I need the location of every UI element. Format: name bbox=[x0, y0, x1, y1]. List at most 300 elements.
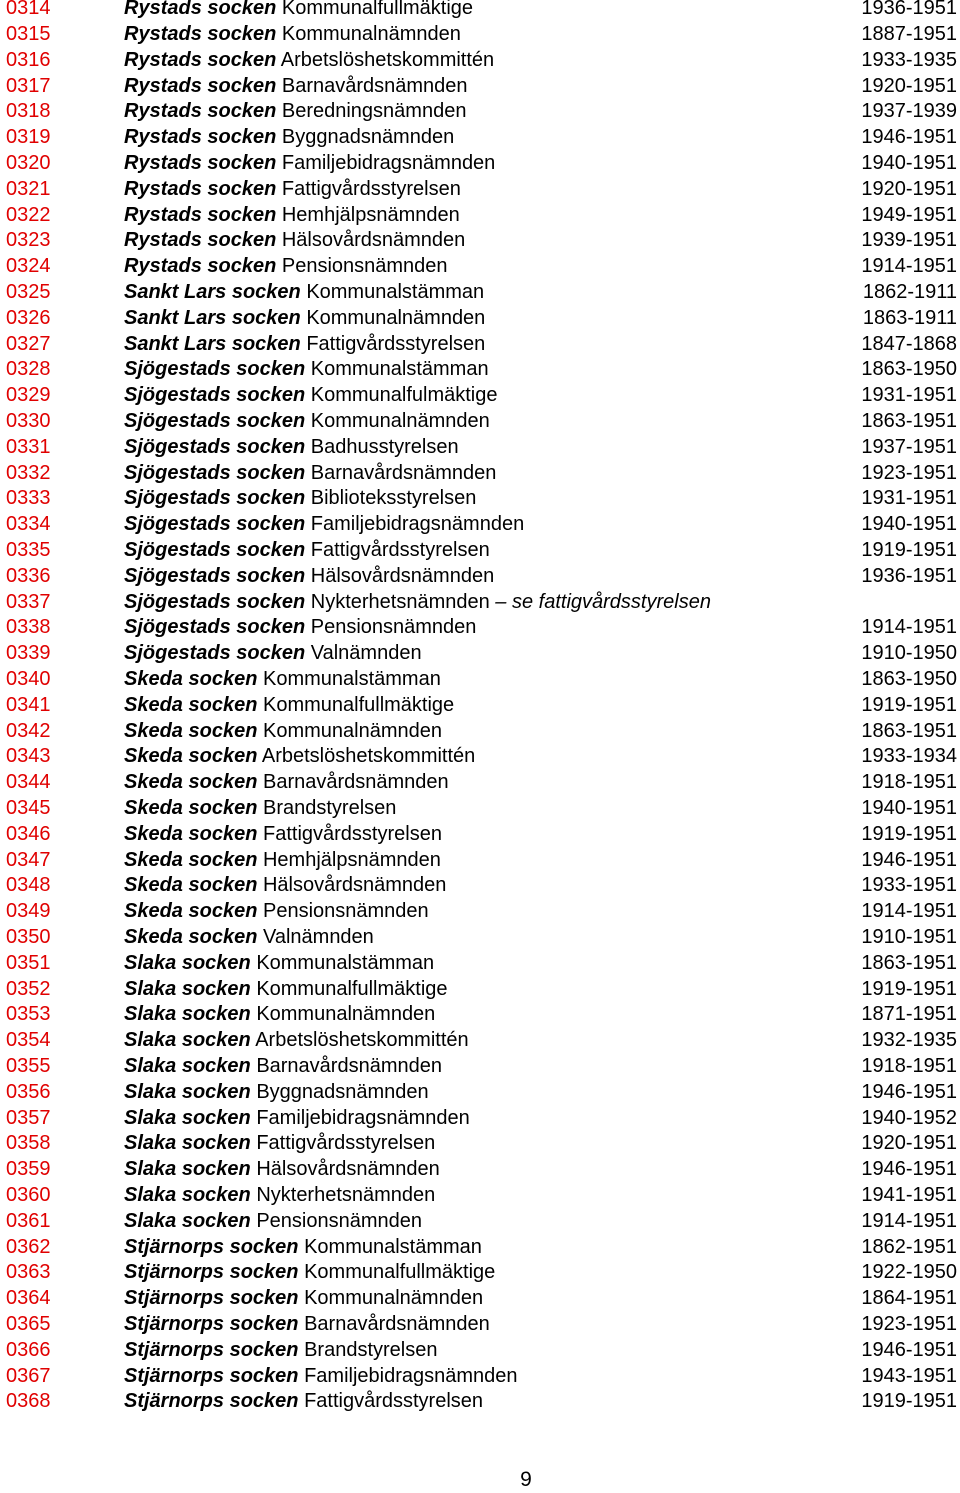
year-range: 1914-1951 bbox=[861, 255, 957, 278]
parish-name: Stjärnorps socken bbox=[124, 1364, 299, 1387]
year-range: 1937-1939 bbox=[861, 100, 957, 123]
record-code: 0325 bbox=[6, 281, 51, 303]
record-entry bbox=[124, 1054, 442, 1080]
record-entry bbox=[124, 564, 494, 590]
list-item bbox=[0, 99, 960, 125]
list-item bbox=[0, 1235, 960, 1261]
record-code: 0337 bbox=[6, 590, 51, 613]
record-code: 0345 bbox=[6, 797, 51, 819]
record-entry bbox=[124, 486, 476, 512]
authority-name: Fattigvårdsstyrelsen bbox=[306, 332, 486, 355]
year-range: 1863-1911 bbox=[862, 306, 957, 329]
authority-name: Pensionsnämnden bbox=[256, 1209, 422, 1232]
record-entry bbox=[124, 951, 434, 977]
parish-name: Sjögestads socken bbox=[124, 461, 306, 484]
year-range: 1923-1951 bbox=[861, 461, 957, 484]
year-range: 1946-1951 bbox=[861, 1158, 957, 1181]
record-entry bbox=[124, 306, 485, 332]
list-item bbox=[0, 486, 960, 512]
year-range: 1914-1951 bbox=[861, 616, 957, 639]
parish-name: Sankt Lars socken bbox=[124, 281, 301, 303]
record-entry bbox=[124, 461, 496, 487]
year-range: 1937-1951 bbox=[861, 435, 957, 458]
list-item bbox=[0, 332, 960, 358]
record-code: 0348 bbox=[6, 874, 51, 897]
record-code: 0335 bbox=[6, 539, 51, 561]
record-code: 0362 bbox=[6, 1235, 51, 1258]
parish-name: Slaka socken bbox=[124, 1184, 251, 1206]
record-code: 0339 bbox=[6, 642, 51, 665]
year-range: 1933-1935 bbox=[861, 48, 957, 71]
record-entry bbox=[124, 1106, 470, 1132]
list-item bbox=[0, 357, 960, 383]
year-range: 1946-1951 bbox=[861, 1080, 957, 1103]
parish-name: Rystads socken bbox=[124, 100, 277, 123]
year-range: 1914-1951 bbox=[861, 1209, 957, 1232]
record-code: 0351 bbox=[6, 951, 51, 974]
parish-name: Stjärnorps socken bbox=[124, 1390, 299, 1413]
list-item bbox=[0, 1389, 960, 1415]
authority-name: Badhusstyrelsen bbox=[310, 435, 459, 458]
list-item bbox=[0, 719, 960, 745]
parish-name: Sjögestads socken bbox=[124, 539, 306, 561]
parish-name: Slaka socken bbox=[124, 1158, 251, 1181]
year-range: 1920-1951 bbox=[861, 1132, 957, 1155]
record-code: 0318 bbox=[6, 100, 51, 123]
record-code: 0350 bbox=[6, 926, 51, 948]
year-range: 1918-1951 bbox=[861, 771, 957, 794]
parish-name: Rystads socken bbox=[124, 126, 277, 149]
record-code: 0357 bbox=[6, 1106, 51, 1129]
parish-name: Skeda socken bbox=[124, 797, 258, 819]
year-range: 1863-1951 bbox=[861, 410, 957, 432]
year-range: 1933-1951 bbox=[861, 874, 957, 897]
authority-name: Hälsovårdsnämnden bbox=[256, 1158, 440, 1181]
authority-name: Barnavårdsnämnden bbox=[304, 1313, 490, 1335]
list-item bbox=[0, 435, 960, 461]
authority-name: Barnavårdsnämnden bbox=[256, 1055, 442, 1077]
list-item bbox=[0, 228, 960, 254]
parish-name: Slaka socken bbox=[124, 951, 251, 974]
record-entry bbox=[124, 977, 448, 1003]
cross-reference-note: – se fattigvårdsstyrelsen bbox=[495, 590, 711, 613]
record-entry bbox=[124, 796, 396, 822]
parish-name: Sjögestads socken bbox=[124, 384, 306, 407]
list-item bbox=[0, 1183, 960, 1209]
authority-name: Fattigvårdsstyrelsen bbox=[281, 177, 461, 200]
record-entry bbox=[124, 435, 459, 461]
parish-name: Skeda socken bbox=[124, 668, 258, 690]
record-entry bbox=[124, 203, 460, 229]
authority-name: Kommunalnämnden bbox=[304, 1287, 484, 1310]
parish-name: Rystads socken bbox=[124, 203, 277, 226]
year-range: 1923-1951 bbox=[861, 1313, 957, 1335]
year-range: 1863-1950 bbox=[861, 668, 957, 690]
year-range: 1939-1951 bbox=[861, 229, 957, 252]
record-code: 0347 bbox=[6, 848, 51, 871]
year-range: 1940-1951 bbox=[861, 152, 957, 174]
year-range: 1918-1951 bbox=[861, 1055, 957, 1077]
parish-name: Rystads socken bbox=[124, 229, 277, 252]
list-item bbox=[0, 1260, 960, 1286]
record-code: 0322 bbox=[6, 203, 51, 226]
year-range: 1847-1868 bbox=[861, 332, 957, 355]
parish-name: Rystads socken bbox=[124, 48, 277, 71]
record-code: 0330 bbox=[6, 410, 51, 432]
record-entry bbox=[124, 177, 461, 203]
authority-name: Familjebidragsnämnden bbox=[256, 1106, 470, 1129]
parish-name: Sjögestads socken bbox=[124, 435, 306, 458]
record-code: 0359 bbox=[6, 1158, 51, 1181]
record-entry bbox=[124, 280, 484, 306]
authority-name: Kommunalnämnden bbox=[262, 719, 442, 742]
authority-name: Arbetslöshetskommittén bbox=[255, 1029, 469, 1052]
list-item bbox=[0, 899, 960, 925]
record-code: 0343 bbox=[6, 745, 51, 768]
parish-name: Stjärnorps socken bbox=[124, 1287, 299, 1310]
year-range: 1940-1951 bbox=[861, 513, 957, 536]
list-item bbox=[0, 74, 960, 100]
year-range: 1863-1951 bbox=[861, 951, 957, 974]
list-item bbox=[0, 1286, 960, 1312]
year-range: 1941-1951 bbox=[861, 1184, 957, 1206]
authority-name: Hälsovårdsnämnden bbox=[281, 229, 466, 252]
authority-name: Kommunalstämman bbox=[310, 358, 489, 381]
parish-name: Sjögestads socken bbox=[124, 642, 306, 665]
parish-name: Sjögestads socken bbox=[124, 358, 306, 381]
list-item bbox=[0, 512, 960, 538]
list-item bbox=[0, 667, 960, 693]
record-code: 0326 bbox=[6, 306, 51, 329]
year-range: 1871-1951 bbox=[861, 1003, 957, 1026]
parish-name: Sjögestads socken bbox=[124, 410, 306, 432]
list-item bbox=[0, 770, 960, 796]
record-entry bbox=[124, 1389, 483, 1415]
year-range: 1919-1951 bbox=[861, 539, 957, 561]
list-item bbox=[0, 306, 960, 332]
list-item bbox=[0, 1002, 960, 1028]
record-code: 0364 bbox=[6, 1287, 51, 1310]
authority-name: Kommunalfullmäktige bbox=[262, 693, 455, 716]
year-range: 1919-1951 bbox=[861, 693, 957, 716]
list-item bbox=[0, 1338, 960, 1364]
list-item bbox=[0, 1080, 960, 1106]
year-range: 1920-1951 bbox=[861, 74, 957, 97]
record-entry bbox=[124, 925, 374, 951]
record-entry bbox=[124, 22, 461, 48]
year-range: 1864-1951 bbox=[861, 1287, 957, 1310]
authority-name: Kommunalnämnden bbox=[281, 23, 461, 45]
parish-name: Slaka socken bbox=[124, 1132, 251, 1155]
authority-name: Hemhjälpsnämnden bbox=[281, 203, 460, 226]
year-range: 1931-1951 bbox=[861, 487, 957, 510]
parish-name: Sankt Lars socken bbox=[124, 306, 301, 329]
record-code: 0356 bbox=[6, 1080, 51, 1103]
list-item bbox=[0, 590, 960, 616]
year-range: 1919-1951 bbox=[861, 1390, 957, 1413]
parish-name: Stjärnorps socken bbox=[124, 1338, 299, 1361]
record-entry bbox=[124, 1286, 483, 1312]
list-item bbox=[0, 693, 960, 719]
record-entry bbox=[124, 1080, 429, 1106]
authority-name: Barnavårdsnämnden bbox=[310, 461, 497, 484]
record-entry bbox=[124, 641, 422, 667]
authority-name: Kommunalnämnden bbox=[310, 410, 490, 432]
authority-name: Hemhjälpsnämnden bbox=[262, 848, 441, 871]
parish-name: Stjärnorps socken bbox=[124, 1313, 299, 1335]
authority-name: Brandstyrelsen bbox=[262, 797, 397, 819]
list-item bbox=[0, 1054, 960, 1080]
parish-name: Skeda socken bbox=[124, 693, 258, 716]
authority-name: Byggnadsnämnden bbox=[256, 1080, 429, 1103]
parish-name: Sjögestads socken bbox=[124, 564, 306, 587]
authority-name: Familjebidragsnämnden bbox=[310, 513, 525, 536]
authority-name: Fattigvårdsstyrelsen bbox=[256, 1132, 436, 1155]
record-code: 0341 bbox=[6, 693, 51, 716]
record-code: 0367 bbox=[6, 1364, 51, 1387]
parish-name: Slaka socken bbox=[124, 1029, 251, 1052]
record-code: 0346 bbox=[6, 822, 51, 845]
record-entry bbox=[124, 538, 490, 564]
list-item bbox=[0, 977, 960, 1003]
parish-name: Skeda socken bbox=[124, 745, 258, 768]
year-range: 1887-1951 bbox=[861, 23, 957, 45]
record-code: 0315 bbox=[6, 23, 51, 45]
authority-name: Valnämnden bbox=[262, 926, 374, 948]
record-code: 0336 bbox=[6, 564, 51, 587]
list-item bbox=[0, 744, 960, 770]
record-code: 0344 bbox=[6, 771, 51, 794]
year-range: 1862-1951 bbox=[861, 1235, 957, 1258]
year-range: 1920-1951 bbox=[861, 177, 957, 200]
year-range: 1946-1951 bbox=[861, 1338, 957, 1361]
year-range: 1943-1951 bbox=[861, 1364, 957, 1387]
record-code: 0338 bbox=[6, 616, 51, 639]
list-item bbox=[0, 1028, 960, 1054]
list-item bbox=[0, 151, 960, 177]
parish-name: Rystads socken bbox=[124, 0, 277, 20]
authority-name: Valnämnden bbox=[310, 642, 422, 665]
parish-name: Skeda socken bbox=[124, 771, 258, 794]
parish-name: Skeda socken bbox=[124, 874, 258, 897]
list-item bbox=[0, 925, 960, 951]
parish-name: Rystads socken bbox=[124, 177, 277, 200]
authority-name: Fattigvårdsstyrelsen bbox=[262, 822, 442, 845]
authority-name: Barnavårdsnämnden bbox=[281, 74, 468, 97]
list-item bbox=[0, 22, 960, 48]
authority-name: Nykterhetsnämnden bbox=[256, 1184, 436, 1206]
record-entry bbox=[124, 125, 454, 151]
record-code: 0331 bbox=[6, 435, 51, 458]
authority-name: Pensionsnämnden bbox=[310, 616, 477, 639]
authority-name: Arbetslöshetskommittén bbox=[261, 745, 476, 768]
year-range: 1862-1911 bbox=[862, 281, 957, 303]
record-code: 0363 bbox=[6, 1261, 51, 1284]
parish-name: Skeda socken bbox=[124, 900, 258, 923]
parish-name: Stjärnorps socken bbox=[124, 1235, 299, 1258]
list-item bbox=[0, 280, 960, 306]
year-range: 1922-1950 bbox=[861, 1261, 957, 1284]
record-entry bbox=[124, 1260, 495, 1286]
record-entry bbox=[124, 770, 449, 796]
parish-name: Skeda socken bbox=[124, 822, 258, 845]
record-code: 0334 bbox=[6, 513, 51, 536]
parish-name: Rystads socken bbox=[124, 255, 277, 278]
record-entry bbox=[124, 693, 454, 719]
list-item bbox=[0, 409, 960, 435]
authority-name: Nykterhetsnämnden bbox=[310, 590, 490, 613]
authority-name: Kommunalstämman bbox=[256, 951, 435, 974]
record-code: 0365 bbox=[6, 1313, 51, 1335]
list-item bbox=[0, 848, 960, 874]
list-item bbox=[0, 873, 960, 899]
authority-name: Hälsovårdsnämnden bbox=[262, 874, 447, 897]
year-range: 1936-1951 bbox=[861, 564, 957, 587]
record-code: 0354 bbox=[6, 1029, 51, 1052]
record-entry bbox=[124, 615, 476, 641]
authority-name: Kommunalfullmäktige bbox=[281, 0, 474, 20]
authority-name: Kommunalnämnden bbox=[306, 306, 486, 329]
record-code: 0316 bbox=[6, 48, 51, 71]
record-code: 0358 bbox=[6, 1132, 51, 1155]
record-entry bbox=[124, 254, 448, 280]
record-entry bbox=[124, 1209, 422, 1235]
record-code: 0340 bbox=[6, 668, 51, 690]
record-entry bbox=[124, 1312, 490, 1338]
parish-name: Skeda socken bbox=[124, 926, 258, 948]
list-item bbox=[0, 1157, 960, 1183]
record-entry bbox=[124, 357, 489, 383]
record-code: 0352 bbox=[6, 977, 51, 1000]
list-item bbox=[0, 1106, 960, 1132]
record-code: 0329 bbox=[6, 384, 51, 407]
parish-name: Skeda socken bbox=[124, 848, 258, 871]
list-item bbox=[0, 796, 960, 822]
list-item bbox=[0, 564, 960, 590]
record-code: 0328 bbox=[6, 358, 51, 381]
year-range: 1932-1935 bbox=[861, 1029, 957, 1052]
record-entry bbox=[124, 744, 475, 770]
year-range: 1936-1951 bbox=[861, 0, 957, 20]
record-entry bbox=[124, 1338, 437, 1364]
record-entry bbox=[124, 1131, 435, 1157]
year-range: 1949-1951 bbox=[861, 203, 957, 226]
record-entry bbox=[124, 1235, 482, 1261]
year-range: 1933-1934 bbox=[861, 745, 957, 768]
parish-name: Slaka socken bbox=[124, 1080, 251, 1103]
record-code: 0361 bbox=[6, 1209, 51, 1232]
record-entry bbox=[124, 0, 473, 22]
authority-name: Kommunalstämman bbox=[262, 668, 441, 690]
year-range: 1946-1951 bbox=[861, 126, 957, 149]
list-item bbox=[0, 254, 960, 280]
year-range: 1919-1951 bbox=[861, 822, 957, 845]
record-entry bbox=[124, 1028, 469, 1054]
record-entry bbox=[124, 590, 711, 616]
authority-name: Familjebidragsnämnden bbox=[281, 152, 496, 174]
record-entry bbox=[124, 48, 494, 74]
authority-name: Familjebidragsnämnden bbox=[304, 1364, 518, 1387]
year-range: 1931-1951 bbox=[861, 384, 957, 407]
authority-name: Beredningsnämnden bbox=[281, 100, 467, 123]
year-range: 1946-1951 bbox=[861, 848, 957, 871]
record-entry bbox=[124, 99, 466, 125]
list-item bbox=[0, 48, 960, 74]
parish-name: Slaka socken bbox=[124, 1106, 251, 1129]
parish-name: Slaka socken bbox=[124, 1209, 251, 1232]
parish-name: Rystads socken bbox=[124, 23, 277, 45]
list-item bbox=[0, 822, 960, 848]
list-item bbox=[0, 951, 960, 977]
record-entry bbox=[124, 848, 441, 874]
record-entry bbox=[124, 1157, 440, 1183]
record-entry bbox=[124, 151, 495, 177]
record-code: 0319 bbox=[6, 126, 51, 149]
record-code: 0320 bbox=[6, 152, 51, 174]
record-code: 0321 bbox=[6, 177, 51, 200]
authority-name: Kommunalstämman bbox=[306, 281, 485, 303]
record-entry bbox=[124, 822, 442, 848]
authority-name: Kommunalstämman bbox=[304, 1235, 482, 1258]
record-code: 0366 bbox=[6, 1338, 51, 1361]
year-range: 1863-1950 bbox=[861, 358, 957, 381]
record-entry bbox=[124, 719, 442, 745]
authority-name: Hälsovårdsnämnden bbox=[310, 564, 495, 587]
list-item bbox=[0, 203, 960, 229]
authority-name: Arbetslöshetskommittén bbox=[280, 48, 495, 71]
parish-name: Skeda socken bbox=[124, 719, 258, 742]
parish-name: Slaka socken bbox=[124, 1003, 251, 1026]
list-item bbox=[0, 383, 960, 409]
record-entry bbox=[124, 1183, 435, 1209]
record-code: 0353 bbox=[6, 1003, 51, 1026]
authority-name: Kommunalfullmäktige bbox=[256, 977, 448, 1000]
parish-name: Sjögestads socken bbox=[124, 590, 306, 613]
list-item bbox=[0, 177, 960, 203]
parish-name: Sjögestads socken bbox=[124, 513, 306, 536]
record-code: 0349 bbox=[6, 900, 51, 923]
year-range: 1910-1951 bbox=[861, 926, 957, 948]
authority-name: Kommunalfullmäktige bbox=[304, 1261, 496, 1284]
record-code: 0323 bbox=[6, 229, 51, 252]
record-entry bbox=[124, 512, 524, 538]
authority-name: Fattigvårdsstyrelsen bbox=[304, 1390, 484, 1413]
parish-name: Rystads socken bbox=[124, 152, 277, 174]
year-range: 1863-1951 bbox=[861, 719, 957, 742]
authority-name: Pensionsnämnden bbox=[281, 255, 448, 278]
list-item bbox=[0, 461, 960, 487]
record-code: 0360 bbox=[6, 1184, 51, 1206]
record-code: 0317 bbox=[6, 74, 51, 97]
list-item bbox=[0, 615, 960, 641]
authority-name: Pensionsnämnden bbox=[262, 900, 429, 923]
record-entry bbox=[124, 899, 429, 925]
record-entry bbox=[124, 383, 498, 409]
record-entry bbox=[124, 1002, 435, 1028]
record-code: 0355 bbox=[6, 1055, 51, 1077]
record-code: 0327 bbox=[6, 332, 51, 355]
parish-name: Stjärnorps socken bbox=[124, 1261, 299, 1284]
parish-name: Sjögestads socken bbox=[124, 487, 306, 510]
authority-name: Kommunalnämnden bbox=[256, 1003, 436, 1026]
record-code: 0333 bbox=[6, 487, 51, 510]
list-item bbox=[0, 641, 960, 667]
parish-name: Slaka socken bbox=[124, 977, 251, 1000]
page-number: 9 bbox=[520, 1468, 532, 1491]
list-item bbox=[0, 1131, 960, 1157]
record-code: 0314 bbox=[6, 0, 51, 20]
record-entry bbox=[124, 409, 490, 435]
